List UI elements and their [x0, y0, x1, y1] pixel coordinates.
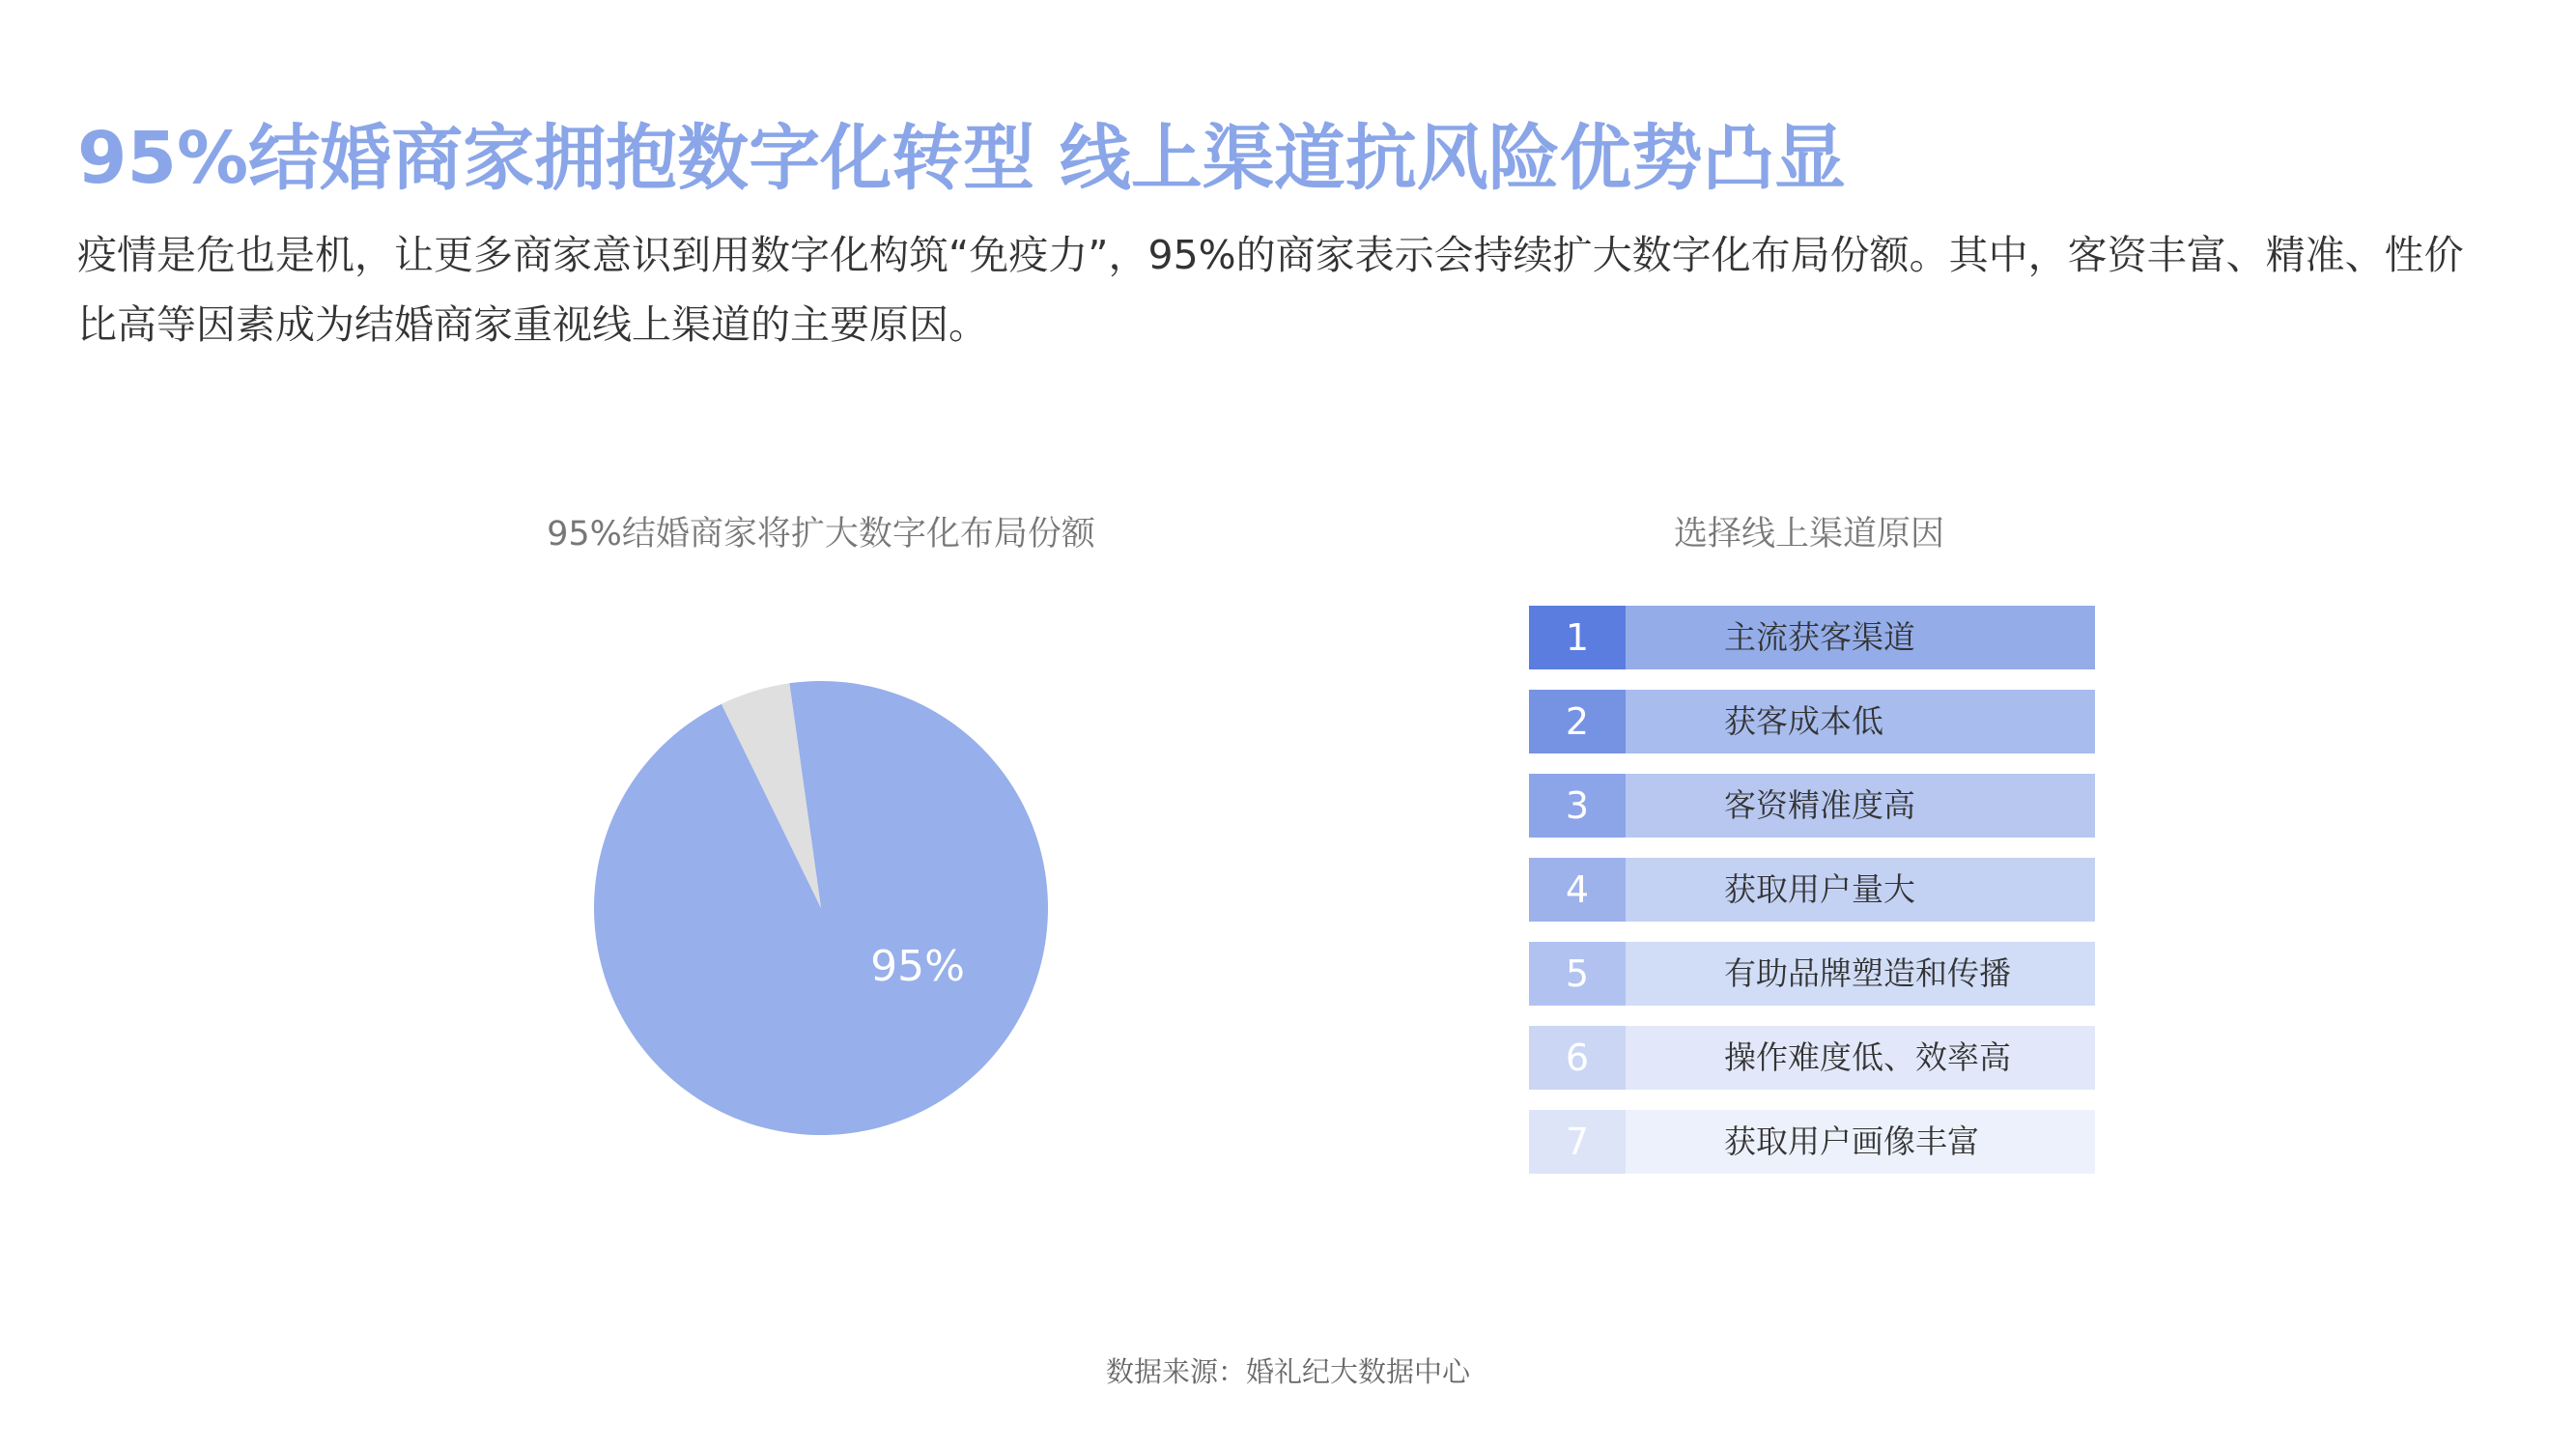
reason-row [1529, 942, 2095, 1006]
reason-label: 主流获客渠道 [1626, 606, 2095, 669]
pie-slice-main-label: 95% [870, 942, 965, 991]
reason-row [1529, 690, 2095, 753]
pie-chart [580, 667, 1062, 1150]
reason-rank: 1 [1529, 606, 1626, 669]
reason-rank: 2 [1529, 690, 1626, 753]
reason-rank: 3 [1529, 774, 1626, 838]
page-title: 95%结婚商家拥抱数字化转型 线上渠道抗风险优势凸显 [77, 117, 1846, 200]
reason-row [1529, 1110, 2095, 1174]
reason-label: 获取用户画像丰富 [1626, 1110, 2095, 1174]
reason-rank: 7 [1529, 1110, 1626, 1174]
reason-row [1529, 1026, 2095, 1090]
reason-rank: 4 [1529, 858, 1626, 922]
reason-label: 获取用户量大 [1626, 858, 2095, 922]
reason-row [1529, 858, 2095, 922]
reason-rank: 6 [1529, 1026, 1626, 1090]
reasons-list [1529, 606, 2095, 1194]
page-subtitle: 疫情是危也是机，让更多商家意识到用数字化构筑“免疫力”，95%的商家表示会持续扩大数字化布局份额。其中，客资丰富、精准、性价比高等因素成为结婚商家重视线上渠道的主要原因。 [77, 232, 2464, 348]
reason-label: 操作难度低、效率高 [1626, 1026, 2095, 1090]
pie-chart-title: 95%结婚商家将扩大数字化布局份额 [547, 515, 1095, 554]
reason-label: 客资精准度高 [1626, 774, 2095, 838]
reason-row [1529, 774, 2095, 838]
data-source: 数据来源：婚礼纪大数据中心 [1105, 1355, 1470, 1388]
reason-row [1529, 606, 2095, 669]
reason-rank: 5 [1529, 942, 1626, 1006]
pie-chart-svg [580, 667, 1062, 1150]
reasons-list-title: 选择线上渠道原因 [1673, 515, 1944, 554]
reason-label: 获客成本低 [1626, 690, 2095, 753]
reason-label: 有助品牌塑造和传播 [1626, 942, 2095, 1006]
